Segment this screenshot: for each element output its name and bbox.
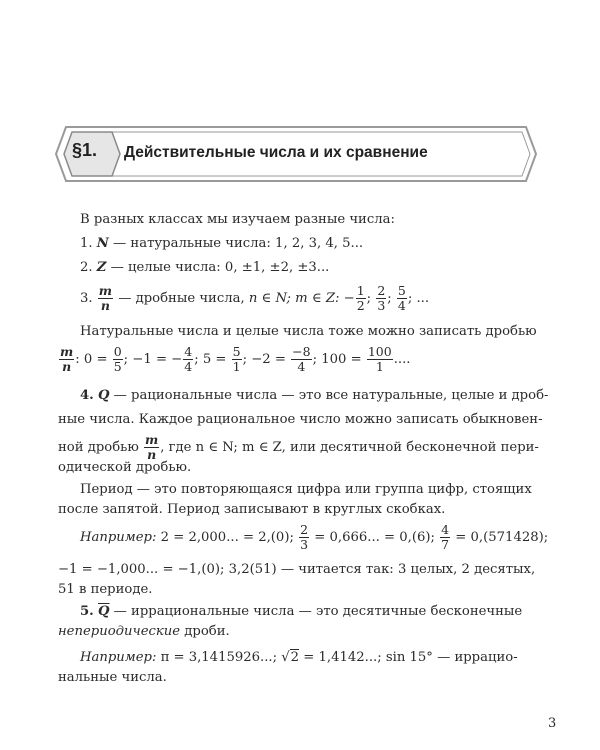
example-1-line-1 — [80, 520, 548, 556]
irrational-line-2 — [58, 622, 230, 642]
fraction-examples — [58, 342, 411, 378]
example-text: ; 100 = — [312, 352, 362, 367]
minus-sign: − — [343, 291, 355, 306]
fraction-m-n: $\frac{m}{n}$ — [145, 432, 159, 462]
example-label: Например: — [80, 650, 157, 665]
example-text: π = 3,1415926...; √ — [156, 650, 290, 665]
section-title: Действительные числа и их сравнение — [124, 144, 428, 161]
irrational-italic: непериодические — [58, 624, 181, 639]
fraction-m-n: $\frac{m}{n}$ — [60, 344, 74, 374]
example-text: 2 = 2,000... = 2,(0); — [156, 530, 299, 545]
page-number: 3 — [548, 716, 557, 731]
intro-text: В разных классах мы изучаем разные числа: — [80, 212, 395, 227]
rational-text: — рациональные числа — это все натуральные, целые и дроб- — [109, 388, 549, 403]
example-text: : 0 = — [75, 352, 108, 367]
fraction: $\frac{4}{4}$ — [184, 344, 193, 374]
list-item-fractions: 3. $\frac{m}{n}$ — дробные числа, n ∈ N; m ∈ Z: − $\frac{1}{2}$ ; $\frac{2}{3}$ ; $\frac{5}{4}$ ; ... — [80, 283, 430, 313]
example-text: ; 5 = — [194, 352, 227, 367]
rational-line-4: одической дробью. — [58, 460, 192, 475]
fraction: $\frac{100}{1}$ — [367, 344, 392, 374]
example-text: .... — [393, 352, 411, 367]
natural-text: Натуральные числа и целые числа тоже можно записать дробью — [80, 324, 537, 339]
irrational-line-1 — [80, 602, 522, 622]
item-number: 2. — [80, 260, 93, 275]
example-text: = 0,(571428); — [451, 530, 549, 545]
rational-line-1 — [80, 386, 548, 406]
example-1-line-2: −1 = −1,000... = −1,(0); 3,2(51) — читается так: 3 целых, 2 десятых, — [58, 562, 536, 577]
list-item-natural — [80, 234, 363, 254]
example-text: = 0,666... = 0,(6); — [310, 530, 440, 545]
fraction-m-n: $\frac{m}{n}$ — [98, 283, 113, 313]
set-symbol-n: N — [96, 236, 109, 251]
example-2-line-2: нальные числа. — [58, 670, 167, 685]
fraction: $\frac{1}{2}$ — [356, 283, 365, 313]
fraction: $\frac{2}{3}$ — [300, 522, 309, 552]
section-number: §1. — [72, 140, 98, 160]
fraction: $\frac{4}{7}$ — [441, 522, 450, 552]
list-item-integers — [80, 258, 329, 278]
item-number: 1. — [80, 236, 93, 251]
rational-text: ной дробью — [58, 440, 144, 455]
item-text: — дробные числа, — [114, 291, 249, 306]
item-text: — натуральные числа: 1, 2, 3, 4, 5... — [108, 236, 364, 251]
example-text: = 1,4142...; sin 15° — иррацио- — [299, 650, 518, 665]
item-number: 5. — [80, 604, 94, 619]
set-symbol-z: Z — [96, 260, 107, 275]
item-tail: ; ... — [407, 291, 430, 306]
section-banner — [52, 124, 538, 184]
item-number: 3. — [80, 291, 93, 306]
fraction: $\frac{0}{5}$ — [113, 344, 122, 374]
period-line-1: Период — это повторяющаяся цифра или группа цифр, стоящих — [80, 482, 532, 497]
fraction: $\frac{2}{3}$ — [377, 283, 386, 313]
fraction: $\frac{-8}{4}$ — [292, 344, 311, 374]
rational-line-2: ные числа. Каждое рациональное число можно записать обыкновен- — [58, 412, 543, 427]
item-number: 4. — [80, 388, 94, 403]
sqrt-argument: 2 — [290, 650, 300, 665]
item-text: — целые числа: 0, ±1, ±2, ±3... — [106, 260, 330, 275]
rational-text: , где n ∈ N; m ∈ Z, или десятичной бесконечной пери- — [160, 440, 539, 455]
set-symbol-q: Q — [97, 388, 110, 403]
example-2-line-1 — [80, 648, 518, 668]
example-1-line-3: 51 в периоде. — [58, 582, 153, 597]
irrational-text: дроби. — [180, 624, 230, 639]
fraction: $\frac{5}{1}$ — [232, 344, 241, 374]
example-label: Например: — [80, 530, 157, 545]
item-condition: n ∈ N; m ∈ Z: — [248, 291, 340, 306]
irrational-text: — иррациональные числа — это десятичные бесконечные — [109, 604, 523, 619]
period-line-2: после запятой. Период записывают в круглых скобках. — [58, 502, 446, 517]
fraction: $\frac{5}{4}$ — [397, 283, 406, 313]
example-text: ; −2 = — [242, 352, 286, 367]
set-symbol-q-bar: $\overline{Q}$ — [97, 604, 110, 619]
example-text: ; −1 = − — [123, 352, 183, 367]
